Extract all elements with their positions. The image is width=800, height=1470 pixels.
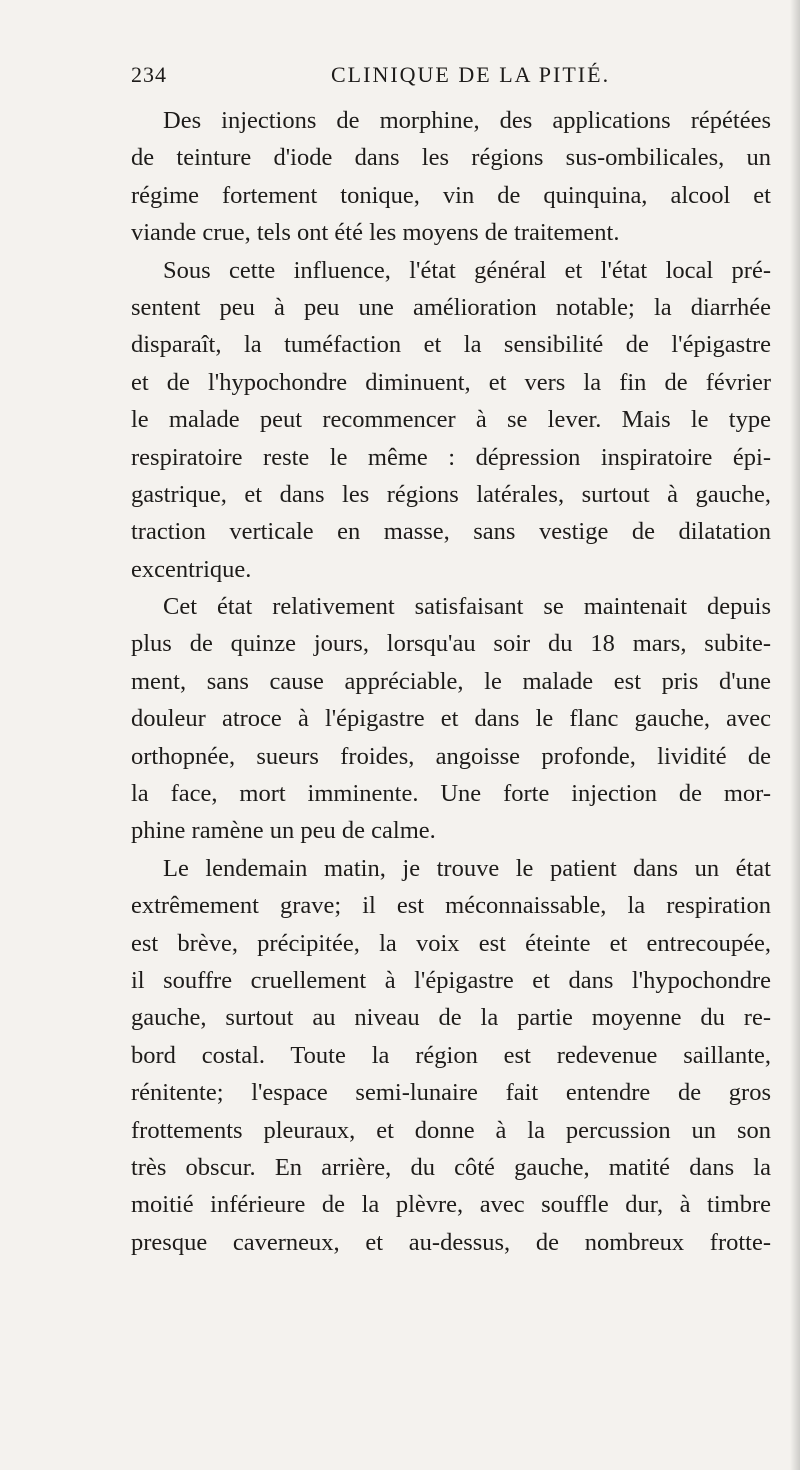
text-line: il souffre cruellement à l'épigastre et dans l'hypochondre [131,966,771,994]
page-edge-shadow [790,0,800,1470]
running-title: CLINIQUE DE LA PITIÉ. [331,62,611,87]
text-line: bord costal. Toute la région est redevenue saillante, [131,1041,771,1069]
text-line: et de l'hypochondre diminuent, et vers la fin de février [131,368,771,396]
text-line: frottements pleuraux, et donne à la percussion un son [131,1116,771,1144]
text-line: viande crue, tels ont été les moyens de traitement. [131,219,620,247]
running-head [131,62,771,90]
text-line: phine ramène un peu de calme. [131,817,436,845]
text-line: Cet état relativement satisfaisant se maintenait depuis [163,593,771,621]
text-line: gauche, surtout au niveau de la partie moyenne du re- [131,1004,771,1032]
text-line: ment, sans cause appréciable, le malade est pris d'une [131,667,771,695]
text-line: de teinture d'iode dans les régions sus-ombilicales, un [131,144,771,172]
text-line: disparaît, la tuméfaction et la sensibilité de l'épigastre [131,331,771,359]
text-line: régime fortement tonique, vin de quinquina, alcool et [131,181,771,209]
text-line: extrêmement grave; il est méconnaissable, la respiration [131,892,771,920]
text-line: la face, mort imminente. Une forte injection de mor- [131,780,771,808]
body-text [131,102,771,1261]
text-line: excentrique. [131,555,252,583]
text-line: très obscur. En arrière, du côté gauche, matité dans la [131,1153,771,1181]
text-line: moitié inférieure de la plèvre, avec souffle dur, à timbre [131,1191,771,1219]
text-line: gastrique, et dans les régions latérales, surtout à gauche, [131,480,771,508]
text-line: traction verticale en masse, sans vestige de dilatation [131,518,771,546]
page-number: 234 [131,62,167,87]
text-line: rénitente; l'espace semi-lunaire fait entendre de gros [131,1079,771,1107]
text-line: plus de quinze jours, lorsqu'au soir du 18 mars, subite- [131,630,771,658]
text-line: orthopnée, sueurs froides, angoisse profonde, lividité de [131,742,771,770]
text-line: le malade peut recommencer à se lever. Mais le type [131,406,771,434]
text-line: Des injections de morphine, des applications répétées [163,107,771,134]
text-line: est brève, précipitée, la voix est éteinte et entrecoupée, [131,929,771,957]
text-line: presque caverneux, et au-dessus, de nombreux frotte- [131,1228,771,1256]
text-line: Le lendemain matin, je trouve le patient dans un état [163,854,771,882]
text-line: Sous cette influence, l'état général et l'état local pré- [163,256,771,284]
text-line: sentent peu à peu une amélioration notable; la diarrhée [131,293,771,321]
text-line: douleur atroce à l'épigastre et dans le flanc gauche, avec [131,705,771,733]
text-line: respiratoire reste le même : dépression inspiratoire épi- [131,443,771,471]
